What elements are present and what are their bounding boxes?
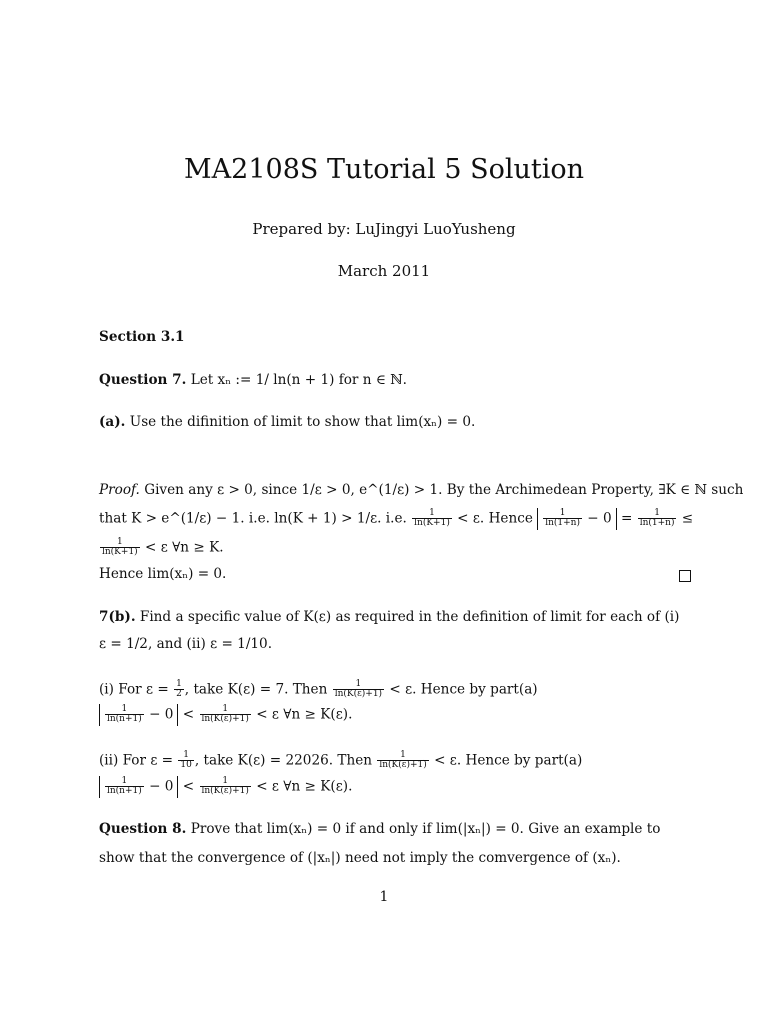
proof-conclusion: Hence lim(xₙ) = 0. [99,566,227,582]
proof-line-3: $\frac{1}{\ln(K+1)}$ < ε ∀n ≥ K. [102,537,224,558]
question-7b-label: 7(b). [99,609,136,625]
document-date: March 2011 [337,262,431,280]
document-title: MA2108S Tutorial 5 Solution [184,154,584,185]
question-7-label: Question 7. [99,372,187,388]
question-8-line-2: show that the convergence of (|xₙ|) need not imply the comvergence of (xₙ). [99,850,621,866]
absolute-value: $\frac{1}{\ln(1+n)}$ − 0 [537,508,616,530]
document-byline: Prepared by: LuJingyi LuoYusheng [252,220,516,238]
part-i-line-1: (i) For ε = $\frac{1}{2}$ , take K(ε) = 7. Then $\frac{1}{\ln(K(\varepsilon)+1)}$ < ε. Hence by part(a) [99,679,538,700]
page-number: 1 [379,889,389,905]
proof-label: Proof. [99,482,140,498]
part-ii-line-2: $\frac{1}{\ln(n+1)}$ − 0 < $\frac{1}{\ln(K(\varepsilon)+1)}$ < ε ∀n ≥ K(ε). [99,776,693,798]
question-7 [99,372,693,388]
question-7a-label: (a). [99,414,126,430]
question-7b-line-2: ε = 1/2, and (ii) ε = 1/10. [99,636,273,652]
question-7a-statement: Use the difinition of limit to show that lim(xₙ) = 0. [129,414,476,430]
proof-line-1: Proof. Given any ε > 0, since 1/ε > 0, e^(1/ε) > 1. By the Archimedean Property, ∃K ∈ ℕ such [99,482,744,498]
fraction: $\frac{1}{\ln(K+1)}$ [414,508,450,529]
question-8-line-1: Question 8. Prove that lim(xₙ) = 0 if and only if lim(|xₙ|) = 0. Give an example to [99,821,661,837]
part-ii-line-1: (ii) For ε = $\frac{1}{10}$ , take K(ε) = 22026. Then $\frac{1}{\ln(K(\varepsilon)+1)}$ < ε. Hence by part(a) [99,750,583,771]
section-heading: Section 3.1 [99,329,185,345]
question-7a [99,414,693,430]
proof-line-2: that K > e^(1/ε) − 1. i.e. ln(K + 1) > 1/ε. i.e. $\frac{1}{\ln(K+1)}$ < ε. Hence $\frac{1}{\ln(1+n)}$ − 0 = $\frac{1}{\ln(1+n)}$ ≤ [99,508,694,529]
question-7-statement: Let xₙ := 1/ ln(n + 1) for n ∈ ℕ. [190,372,407,388]
part-i-line-2: $\frac{1}{\ln(n+1)}$ − 0 < $\frac{1}{\ln(K(\varepsilon)+1)}$ < ε ∀n ≥ K(ε). [99,704,693,726]
qed-square-icon [679,570,691,582]
question-8-label: Question 8. [99,821,187,837]
question-7b-line-1: 7(b). Find a specific value of K(ε) as required in the definition of limit for each of (i) [99,609,680,625]
